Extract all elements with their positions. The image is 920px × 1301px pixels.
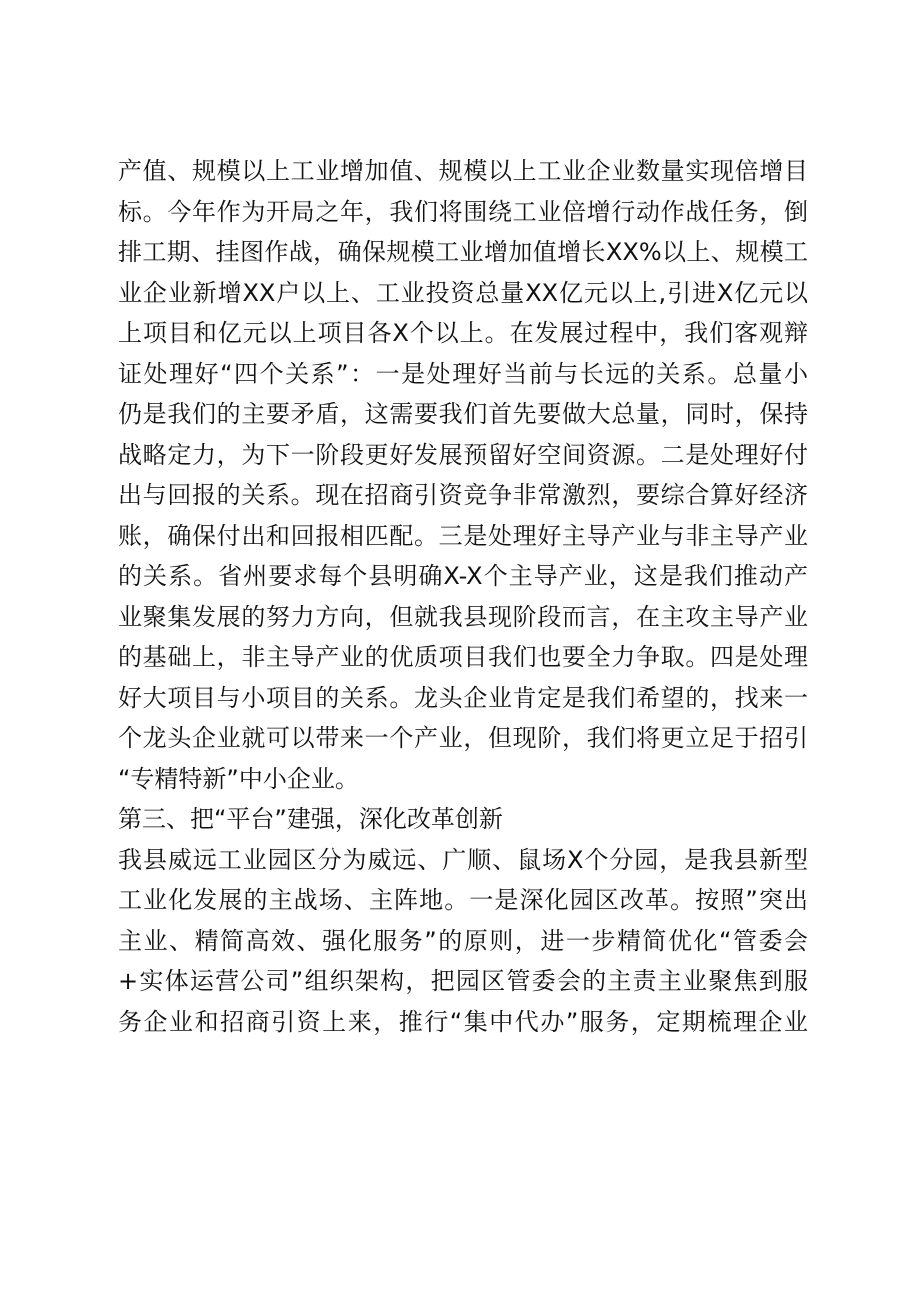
text-line: 个龙头企业就可以带来一个产业，但现阶，我们将更立足于招引	[118, 724, 808, 752]
text-line: 产值、规模以上工业增加值、规模以上工业企业数量实现倍增目	[118, 157, 808, 185]
text-line: 出与回报的关系。现在招商引资竞争非常激烈，要综合算好经济	[118, 481, 808, 509]
text-line: 上项目和亿元以上项目各X个以上。在发展过程中，我们客观辩	[118, 319, 808, 347]
text-line: 我县威远工业园区分为威远、广顺、鼠场X个分园，是我县新型	[118, 845, 808, 874]
text-line: +实体运营公司”组织架构，把园区管委会的主责主业聚焦到服	[118, 967, 808, 995]
text-line: 业企业新增XX户以上、工业投资总量XX亿元以上,引进X亿元以	[118, 278, 808, 307]
text-line: 好大项目与小项目的关系。龙头企业肯定是我们希望的，找来一	[118, 683, 808, 712]
text-line: 排工期、挂图作战，确保规模工业增加值增长XX%以上、规模工	[118, 238, 808, 266]
text-line: 业聚集发展的努力方向，但就我县现阶段而言，在主攻主导产业	[118, 602, 808, 631]
text-line: 证处理好“四个关系”：一是处理好当前与长远的关系。总量小	[118, 359, 808, 388]
text-line: “专精特新”中小企业。	[118, 764, 359, 793]
text-line: 主业、精简高效、强化服务”的原则，进一步精简优化“管委会	[118, 926, 808, 955]
text-line: 工业化发展的主战场、主阵地。一是深化园区改革。按照”突出	[118, 886, 808, 914]
text-line: 的基础上，非主导产业的优质项目我们也要全力争取。四是处理	[118, 643, 808, 671]
text-line: 务企业和招商引资上来，推行“集中代办”服务，定期梳理企业	[118, 1007, 808, 1036]
text-line: 账，确保付出和回报相匹配。三是处理好主导产业与非主导产业	[118, 521, 808, 550]
text-line: 标。今年作为开局之年，我们将围绕工业倍增行动作战任务，倒	[118, 197, 808, 226]
text-line: 的关系。省州要求每个县明确X-X个主导产业，这是我们推动产	[118, 562, 808, 590]
text-line: 战略定力，为下一阶段更好发展预留好空间资源。二是处理好付	[118, 440, 808, 469]
text-line: 仍是我们的主要矛盾，这需要我们首先要做大总量，同时，保持	[118, 400, 808, 428]
body-text	[118, 151, 808, 1042]
section-heading: 第三、把“平台”建强，深化改革创新	[118, 805, 503, 833]
